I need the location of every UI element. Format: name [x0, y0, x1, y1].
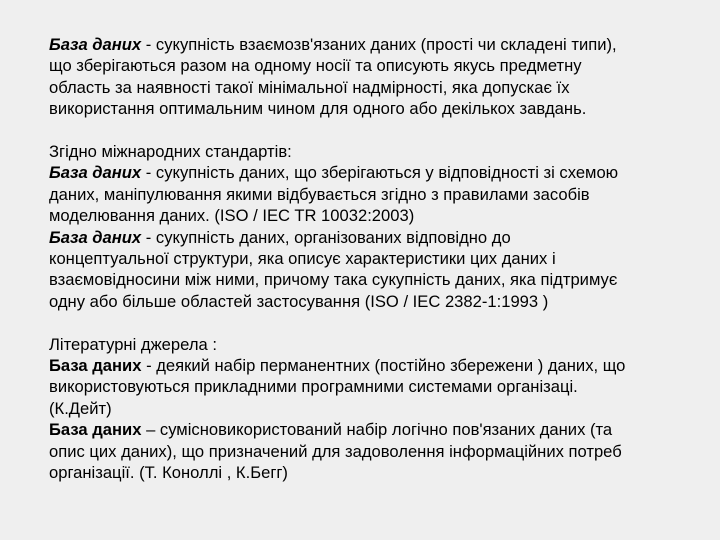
definition-line: моделювання даних. (ISO / IEC TR 10032:2003)	[49, 206, 415, 226]
definition-text: - сукупність даних, організованих відповідно до	[141, 227, 511, 247]
term-database: База даних	[49, 420, 142, 440]
definition-line	[49, 227, 689, 248]
definition-line: що зберігаються разом на одному носії та описують якусь предметну	[49, 56, 582, 76]
definition-line: область за наявності такої мінімальної надмірності, яка допускає їх	[49, 77, 570, 97]
definition-line	[49, 162, 689, 183]
definition-line	[49, 34, 689, 55]
definition-line: одну або більше областей застосування (ISO / IEC 2382-1:1993 )	[49, 291, 549, 311]
term-database: База даних	[49, 227, 142, 247]
definition-line: опис цих даних), що призначений для задоволення інформаційних потреб	[49, 441, 622, 461]
definition-line	[49, 419, 689, 440]
definition-line: взаємовідносини між ними, причому така сукупність даних, яка підтримує	[49, 270, 618, 290]
section-heading: Літературні джерела :	[49, 334, 217, 354]
slide-content	[49, 34, 689, 484]
definition-text: - сукупність взаємозв'язаних даних (прості чи складені типи),	[141, 35, 617, 54]
spacer	[49, 120, 689, 141]
definition-line: даних, маніпулювання якими відбувається згідно з правилами засобів	[49, 184, 590, 204]
definition-text: - сукупність даних, що зберігаються у відповідності зі схемою	[141, 163, 619, 183]
section-literature	[49, 334, 689, 484]
term-database: База даних	[49, 356, 142, 376]
definition-line: використання оптимальним чином для одного або декількох завдань.	[49, 99, 587, 119]
section-standards	[49, 141, 689, 312]
definition-line: концептуальної структури, яка описує характеристики цих даних і	[49, 249, 556, 269]
definition-line: (К.Дейт)	[49, 398, 112, 418]
definition-line	[49, 355, 689, 376]
definition-line: використовуються прикладними програмними системами організаці.	[49, 377, 578, 397]
section-heading: Згідно міжнародних стандартів:	[49, 142, 292, 162]
definition-text: – сумісновикористований набір логічно пов'язаних даних (та	[141, 420, 613, 440]
definition-general	[49, 34, 689, 120]
spacer	[49, 312, 689, 333]
definition-line: організації. (Т. Коноллі , К.Бегг)	[49, 463, 288, 483]
term-database: База даних	[49, 163, 142, 183]
term-database: База даних	[49, 35, 142, 54]
definition-text: - деякий набір перманентних (постійно збережени ) даних, що	[141, 356, 626, 376]
